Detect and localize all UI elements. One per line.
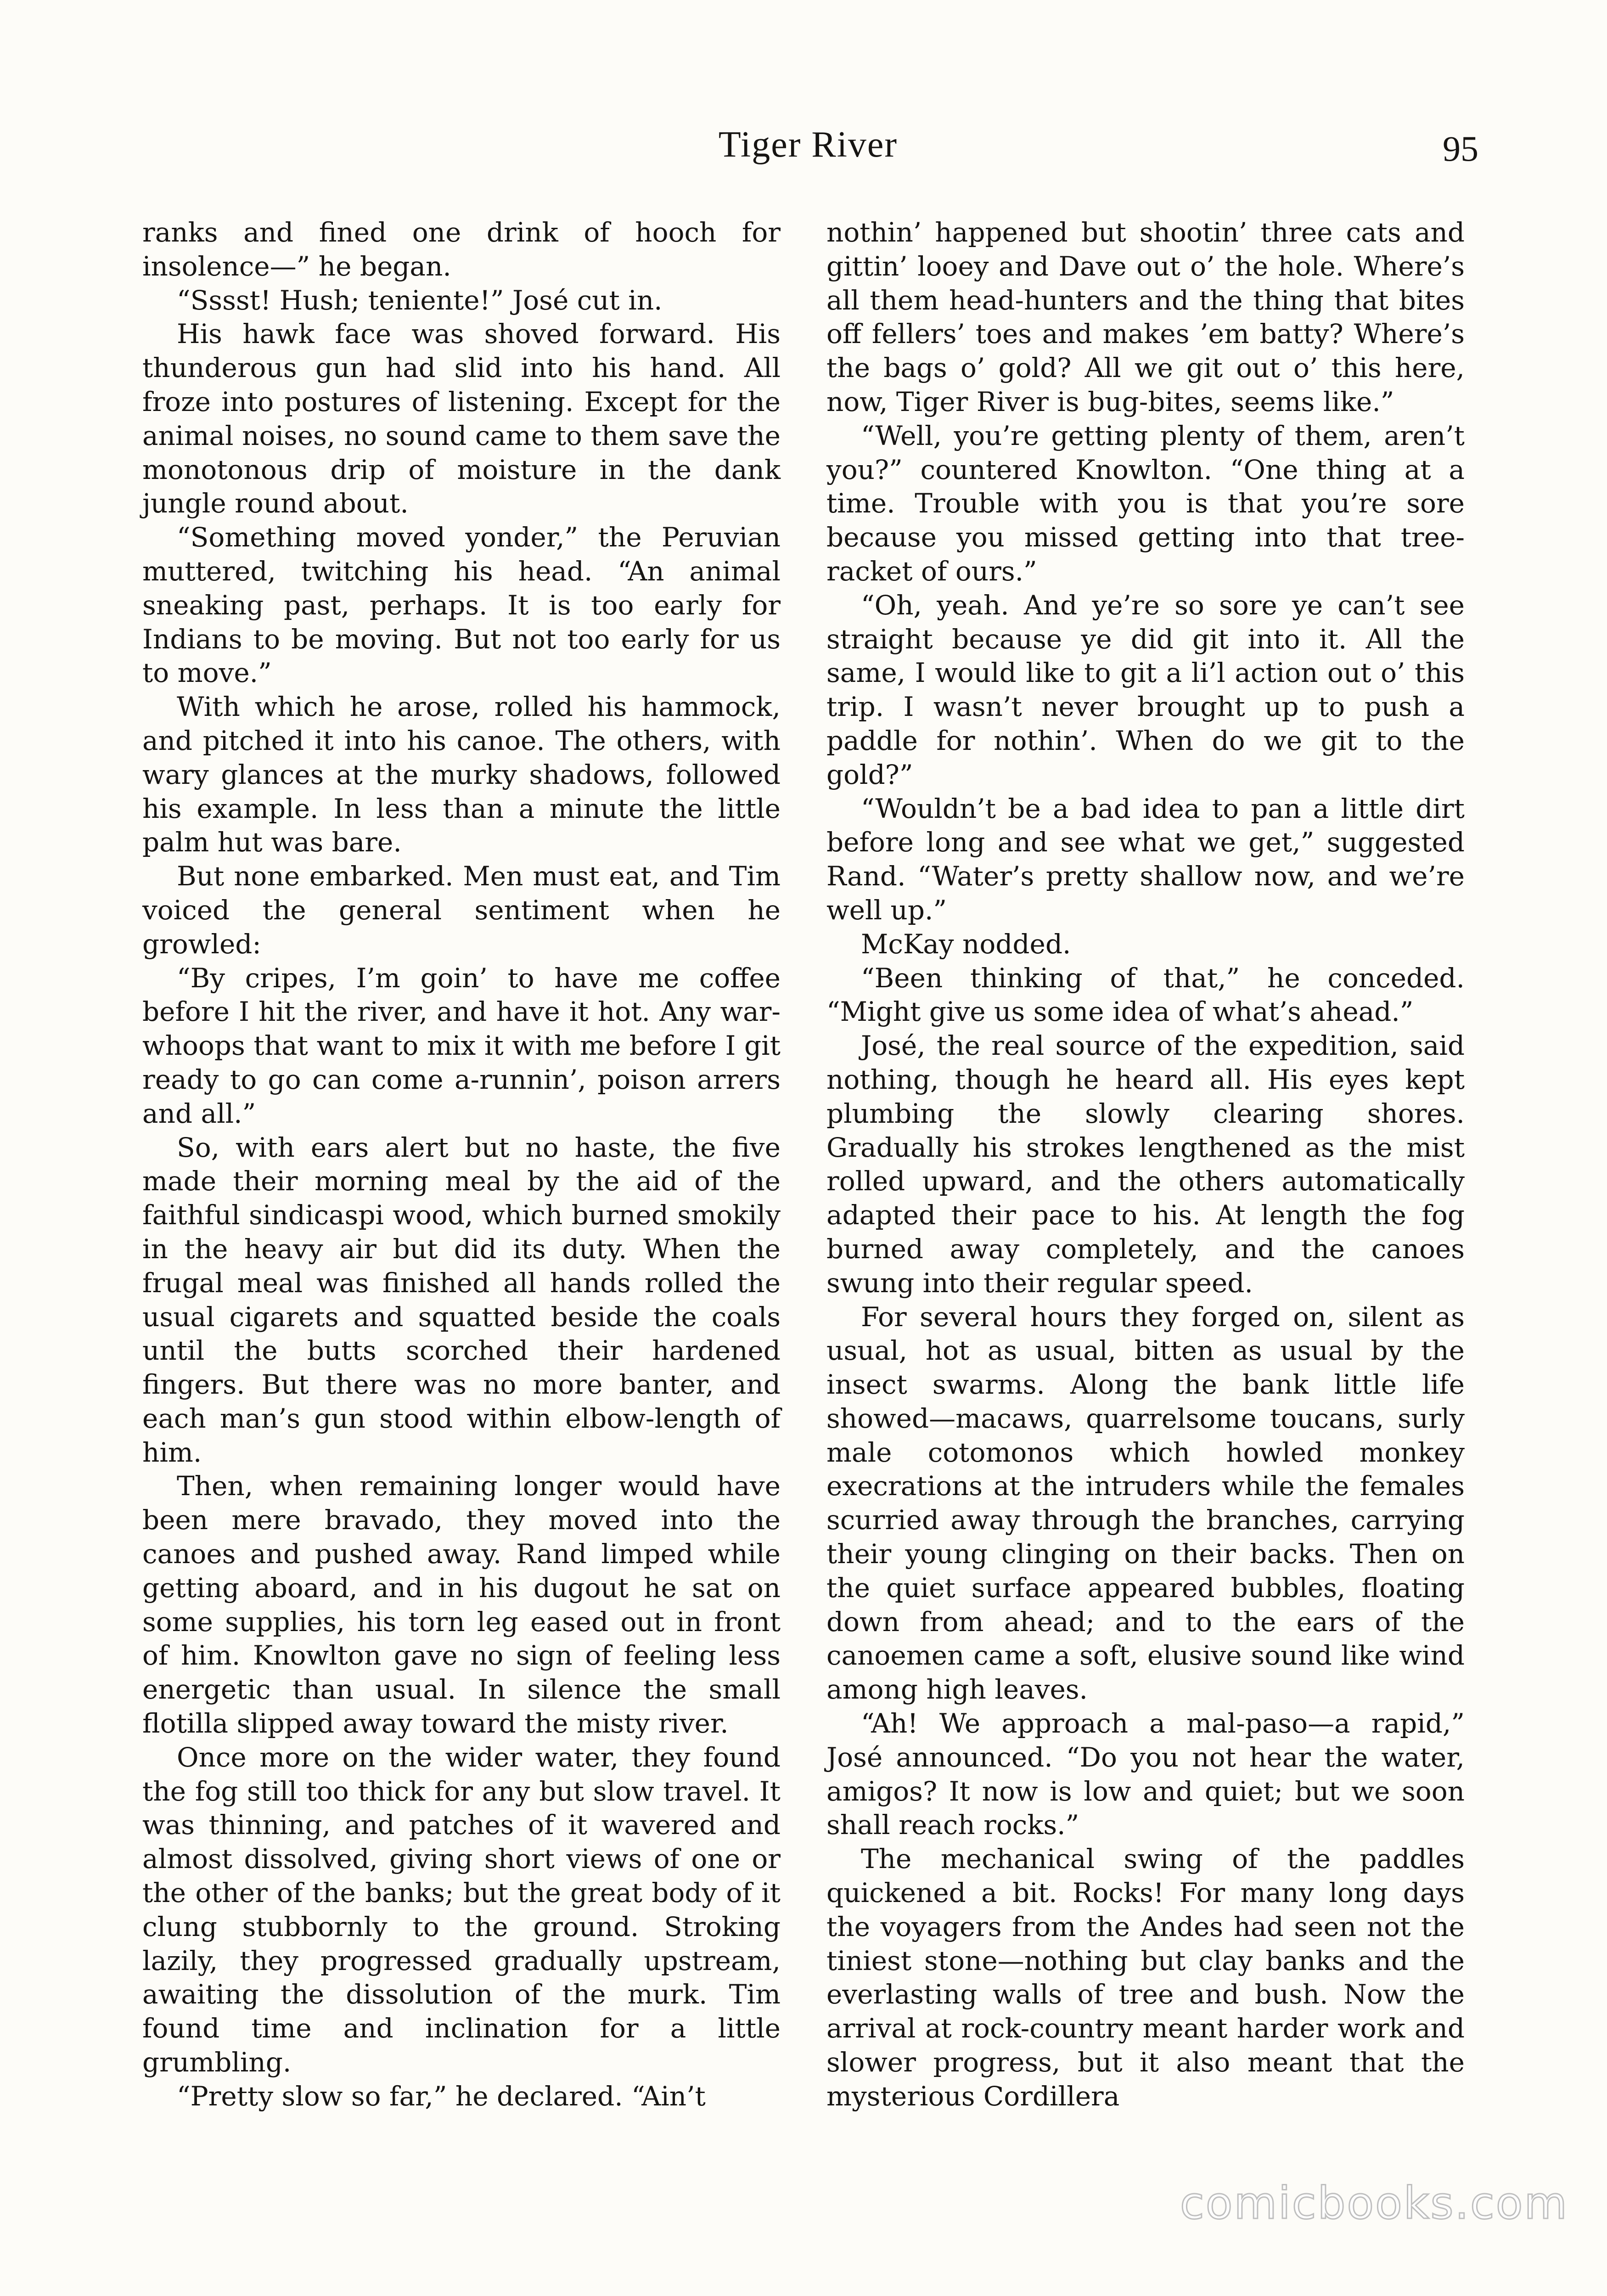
paragraph: ranks and fined one drink of hooch for insolence—” he began. xyxy=(142,217,781,282)
paragraph: His hawk face was shoved forward. His thunderous gun had slid into his hand. All froze into postures of listening. Except for the animal noises, no sound came to them save the monotonous drip of moisture in the dank jungle round about. xyxy=(142,318,781,519)
paragraph: “Sssst! Hush; teniente!” José cut in. xyxy=(177,284,663,316)
paragraph: “Pretty slow so far,” he declared. “Ain’t xyxy=(177,2080,706,2112)
paragraph: “Oh, yeah. And ye’re so sore ye can’t see straight because ye did git into it. All the same, I would like to git a li’l action out o’ this trip. I wasn’t never brought up to push a paddle for nothin’. When do we git to the gold?” xyxy=(826,589,1465,790)
paragraph: “Been thinking of that,” he conceded. “Might give us some idea of what’s ahead.” xyxy=(826,962,1465,1028)
paragraph: “Something moved yonder,” the Peruvian muttered, twitching his head. “An animal sneaking past, perhaps. It is too early for Indians to be moving. But not too early for us to move.” xyxy=(142,522,781,689)
paragraph: “Wouldn’t be a bad idea to pan a little dirt before long and see what we get,” suggested Rand. “Water’s pretty shallow now, and we’re well up.” xyxy=(826,793,1465,926)
paragraph: But none embarked. Men must eat, and Tim voiced the general sentiment when he growled: xyxy=(142,861,781,960)
paragraph: With which he arose, rolled his hammock, and pitched it into his canoe. The others, with wary glances at the murky shadows, followed his example. In less than a minute the little palm hut was bare. xyxy=(142,691,781,858)
paragraph: nothin’ happened but shootin’ three cats and gittin’ looey and Dave out o’ the hole. Where’s all them head-hunters and the thing that bites off fellers’ toes and makes ’em batty? Where’s the bags o’ gold? All we git out o’ this here, now, Tiger River is bug-bites, seems like.” xyxy=(826,217,1465,417)
paragraph: “By cripes, I’m goin’ to have me coffee before I hit the river, and have it hot. Any war-whoops that want to mix it with me before I git ready to go can come a-runnin’, poison arrers and all.” xyxy=(142,962,781,1129)
left-text-column xyxy=(142,216,781,2114)
paragraph: José, the real source of the expedition, said nothing, though he heard all. His eyes kept plumbing the slowly clearing shores. Gradually his strokes lengthened as the mist rolled upward, and the others automatically adapted their pace to his. At length the fog burned away completely, and the canoes swung into their regular speed. xyxy=(826,1030,1465,1299)
paragraph: So, with ears alert but no haste, the five made their morning meal by the aid of the faithful sindicaspi wood, which burned smokily in the heavy air but did its duty. When the frugal meal was finished all hands rolled the usual cigarets and squatted beside the coals until the butts scorched their hardened fingers. But there was no more banter, and each man’s gun stood within elbow-length of him. xyxy=(142,1131,781,1468)
right-text-column xyxy=(826,216,1465,2114)
page-number: 95 xyxy=(1443,129,1478,169)
paragraph: Then, when remaining longer would have been mere bravado, they moved into the canoes and pushed away. Rand limped while getting aboard, and in his dugout he sat on some supplies, his torn leg eased out in front of him. Knowlton gave no sign of feeling less energetic than usual. In silence the small flotilla slipped away toward the misty river. xyxy=(142,1470,781,1739)
paragraph: “Ah! We approach a mal-paso—a rapid,” José announced. “Do you not hear the water, amigos? It now is low and quiet; but we soon shall reach rocks.” xyxy=(826,1708,1465,1841)
paragraph: “Well, you’re getting plenty of them, aren’t you?” countered Knowlton. “One thing at a time. Trouble with you is that you’re sore because you missed getting into that tree-racket of ours.” xyxy=(826,420,1465,587)
watermark: comicbooks.com xyxy=(1180,2178,1569,2229)
paragraph: The mechanical swing of the paddles quickened a bit. Rocks! For many long days the voyagers from the Andes had seen not the tiniest stone—nothing but clay banks and the everlasting walls of tree and bush. Now the arrival at rock-country meant harder work and slower progress, but it also meant that the mysterious Cordillera xyxy=(826,1843,1465,2112)
page-header xyxy=(138,126,1478,191)
paragraph: For several hours they forged on, silent as usual, hot as usual, bitten as usual by the insect swarms. Along the bank little life showed—macaws, quarrelsome toucans, surly male cotomonos which howled monkey execrations at the intruders while the females scurried away through the branches, carrying their young clinging on their backs. Then on the quiet surface appeared bubbles, floating down from ahead; and to the ears of the canoemen came a soft, elusive sound like wind among high leaves. xyxy=(826,1301,1465,1705)
running-title: Tiger River xyxy=(718,124,898,165)
paragraph: McKay nodded. xyxy=(861,928,1071,960)
paragraph: Once more on the wider water, they found the fog still too thick for any but slow travel. It was thinning, and patches of it wavered and almost dissolved, giving short views of one or the other of the banks; but the great body of it clung stubbornly to the ground. Stroking lazily, they progressed gradually upstream, awaiting the dissolution of the murk. Tim found time and inclination for a little grumbling. xyxy=(142,1741,781,2078)
